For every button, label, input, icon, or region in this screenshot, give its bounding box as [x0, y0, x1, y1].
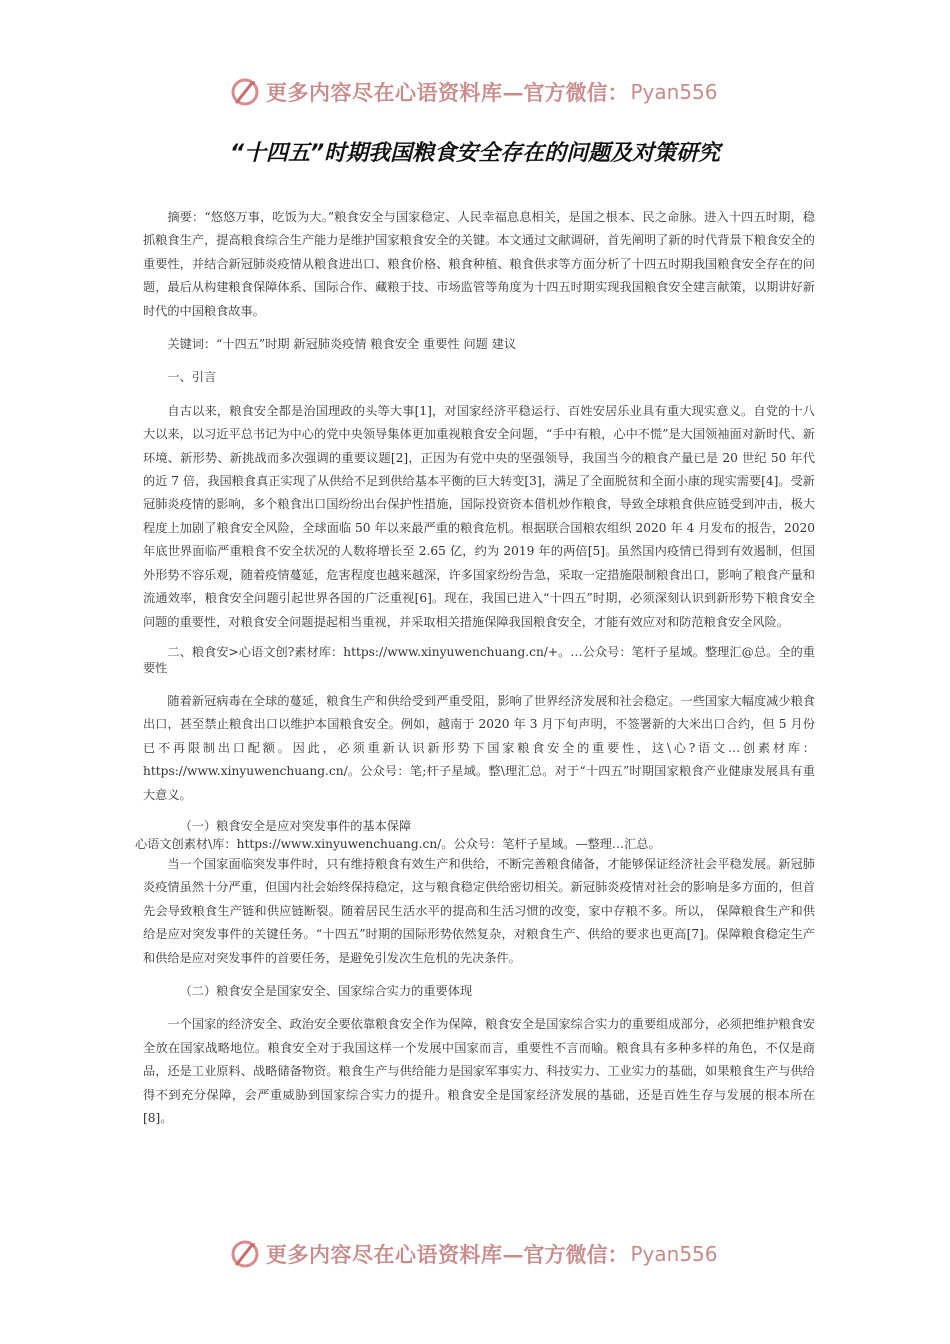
watermark-main-text: 更多内容尽在心语资料库: [266, 1242, 503, 1267]
intro-paragraph: 自古以来，粮食安全都是治国理政的头等大事[1]，对国家经济平稳运行、百姓安居乐业具有重大现实意义。自党的十八大以来，以习近平总书记为中心的党中央领导集体更加重视粮食安全问题，“手中有粮，心中不慌”是大国领袖面对新时代、新环境、新形势、新挑战而多次强调的重要议题[2]，正因为有党中央的坚强领导，我国当今的粮食产量已是 20 世纪 50 年代的近 7 倍，我国粮食真正实现了从供给不足到供给基本平衡的巨大转变[3]，满足了全面脱贫和全面小康的现实需要[4]。受新冠肺炎疫情的影响，多个粮食出口国纷纷出台保护性措施，国际投资资本借机炒作粮食，导致全球粮食供应链受到冲击，极大程度上加剧了粮食安全风险，全球面临 50 年以来最严重的粮食危机。根据联合国粮农组织 2020 年 4 月发布的报告，2020 年底世界面临严重粮食不安全状况的人数将增长至 2.65 亿，约为 2019 年的两倍[5]。虽然国内疫情已得到有效遏制，但国外形势不容乐观，随着疫情蔓延，危害程度也越来越深，许多国家纷纷告急，采取一定措施限制粮食出口，影响了粮食产量和流通效率，粮食安全问题引起世界各国的广泛重视[6]。现在，我国已进入“十四五”时期，必须深刻认识到新形势下粮食安全问题的重要性，对粮食安全问题提起相当重视，并采取相关措施保障我国粮食安全，才能有效应对和防范粮食安全风险。: [143, 403, 815, 629]
header-watermark: [228, 74, 748, 110]
abstract-paragraph: 摘要：“悠悠万事，吃饭为大。”粮食安全与国家稳定、人民幸福息息相关，是国之根本、民之命脉。进入十四五时期，稳抓粮食生产，提高粮食综合生产能力是维护国家粮食安全的关键。本文通过文献调研，首先阐明了新的时代背景下粮食安全的重要性，并结合新冠肺炎疫情从粮食进出口、粮食价格、粮食种植、粮食供求等方面分析了十四五时期我国粮食安全存在的问题，最后从构建粮食保障体系、国际合作、藏粮于技、市场监管等角度为十四五时期实现我国粮食安全建言献策，以期讲好新时代的中国粮食故事。: [143, 210, 815, 318]
watermark-wechat-id: Pyan556: [630, 80, 718, 104]
watermark-wechat-label: 官方微信：: [523, 80, 629, 105]
footer-watermark: [228, 1236, 748, 1272]
subheading-national-security: （二）粮食安全是国家安全、国家综合实力的重要体现: [179, 983, 473, 998]
emergency-paragraph: 当一个国家面临突发事件时，只有维持粮食有效生产和供给，不断完善粮食储备，才能够保证经济社会平稳发展。新冠肺炎疫情虽然十分严重，但国内社会始终保持稳定，这与粮食稳定供给密切相关。新冠肺炎疫情对社会的影响是多方面的，但首先会导致粮食生产链和供应链断裂。随着居民生活水平的提高和生活习惯的改变，家中存粮不多。所以， 保障粮食生产和供给是应对突发事件的关键任务。“十四五”时期的国际形势依然复杂，对粮食生产、供给的要求也更高[7]。保障粮食稳定生产和供给是应对突发事件的首要任务，是避免引发次生危机的先决条件。: [143, 856, 815, 965]
watermark-main-text: 更多内容尽在心语资料库: [266, 80, 503, 105]
subheading-emergency: （一）粮食安全是应对突发事件的基本保障: [179, 818, 412, 833]
watermark-wechat-label: 官方微信：: [523, 1242, 629, 1267]
inline-watermark-text: 心语文创素材\库：https://www.xinyuwenchuang.cn/。公众号：笔杆子星域。—整理…汇总。: [135, 836, 661, 851]
watermark-separator: —: [502, 79, 524, 105]
watermark-wechat-id: Pyan556: [630, 1242, 718, 1266]
national-security-paragraph: 一个国家的经济安全、政治安全要依靠粮食安全作为保障，粮食安全是国家综合实力的重要组成部分，必须把维护粮食安全放在国家战略地位。粮食安全对于我国这样一个发展中国家而言，重要性不言而喻。粮食具有多种多样的角色，不仅是商品，还是工业原料、战略储备物资。粮食生产与供给能力是国家军事实力、科技实力、工业实力的基础，如果粮食生产与供给得不到充分保障，会严重威胁到国家综合实力的提升。粮食安全是国家经济发展的基础，还是百姓生存与发展的根本所在[8]。: [143, 1017, 815, 1125]
section-heading-importance: 二、粮食安>心语文创?素材库：https://www.xinyuwenchuang.cn/+。…公众号：笔杆子星域。整理汇@总。全的重要性: [143, 644, 815, 675]
pen-logo-icon: [228, 75, 262, 109]
keywords-line: 关键词：“十四五”时期 新冠肺炎疫情 粮食安全 重要性 问题 建议: [167, 337, 517, 352]
importance-paragraph: 随着新冠病毒在全球的蔓延，粮食生产和供给受到严重受阻，影响了世界经济发展和社会稳定。一些国家大幅度减少粮食出口，甚至禁止粮食出口以维护本国粮食安全。例如，越南于 2020 年 3 月下旬声明，不签署新的大米出口合约，但 5 月份已不再限制出口配额。因此，必须重新认识新形势下国家粮食安全的重要性，这\心?语文…创素材库：https://www.xinyuwenchuang.cn/。公众号：笔;杆子星域。整\理汇总。对于“十四五”时期国家粮食产业健康发展具有重大意义。: [143, 693, 815, 802]
document-body: [135, 206, 815, 1140]
pen-logo-icon: [228, 1237, 262, 1271]
watermark-separator: —: [502, 1241, 524, 1267]
section-heading-intro: 一、引言: [167, 370, 217, 385]
document-title: “十四五”时期我国粮食安全存在的问题及对策研究: [229, 141, 721, 166]
